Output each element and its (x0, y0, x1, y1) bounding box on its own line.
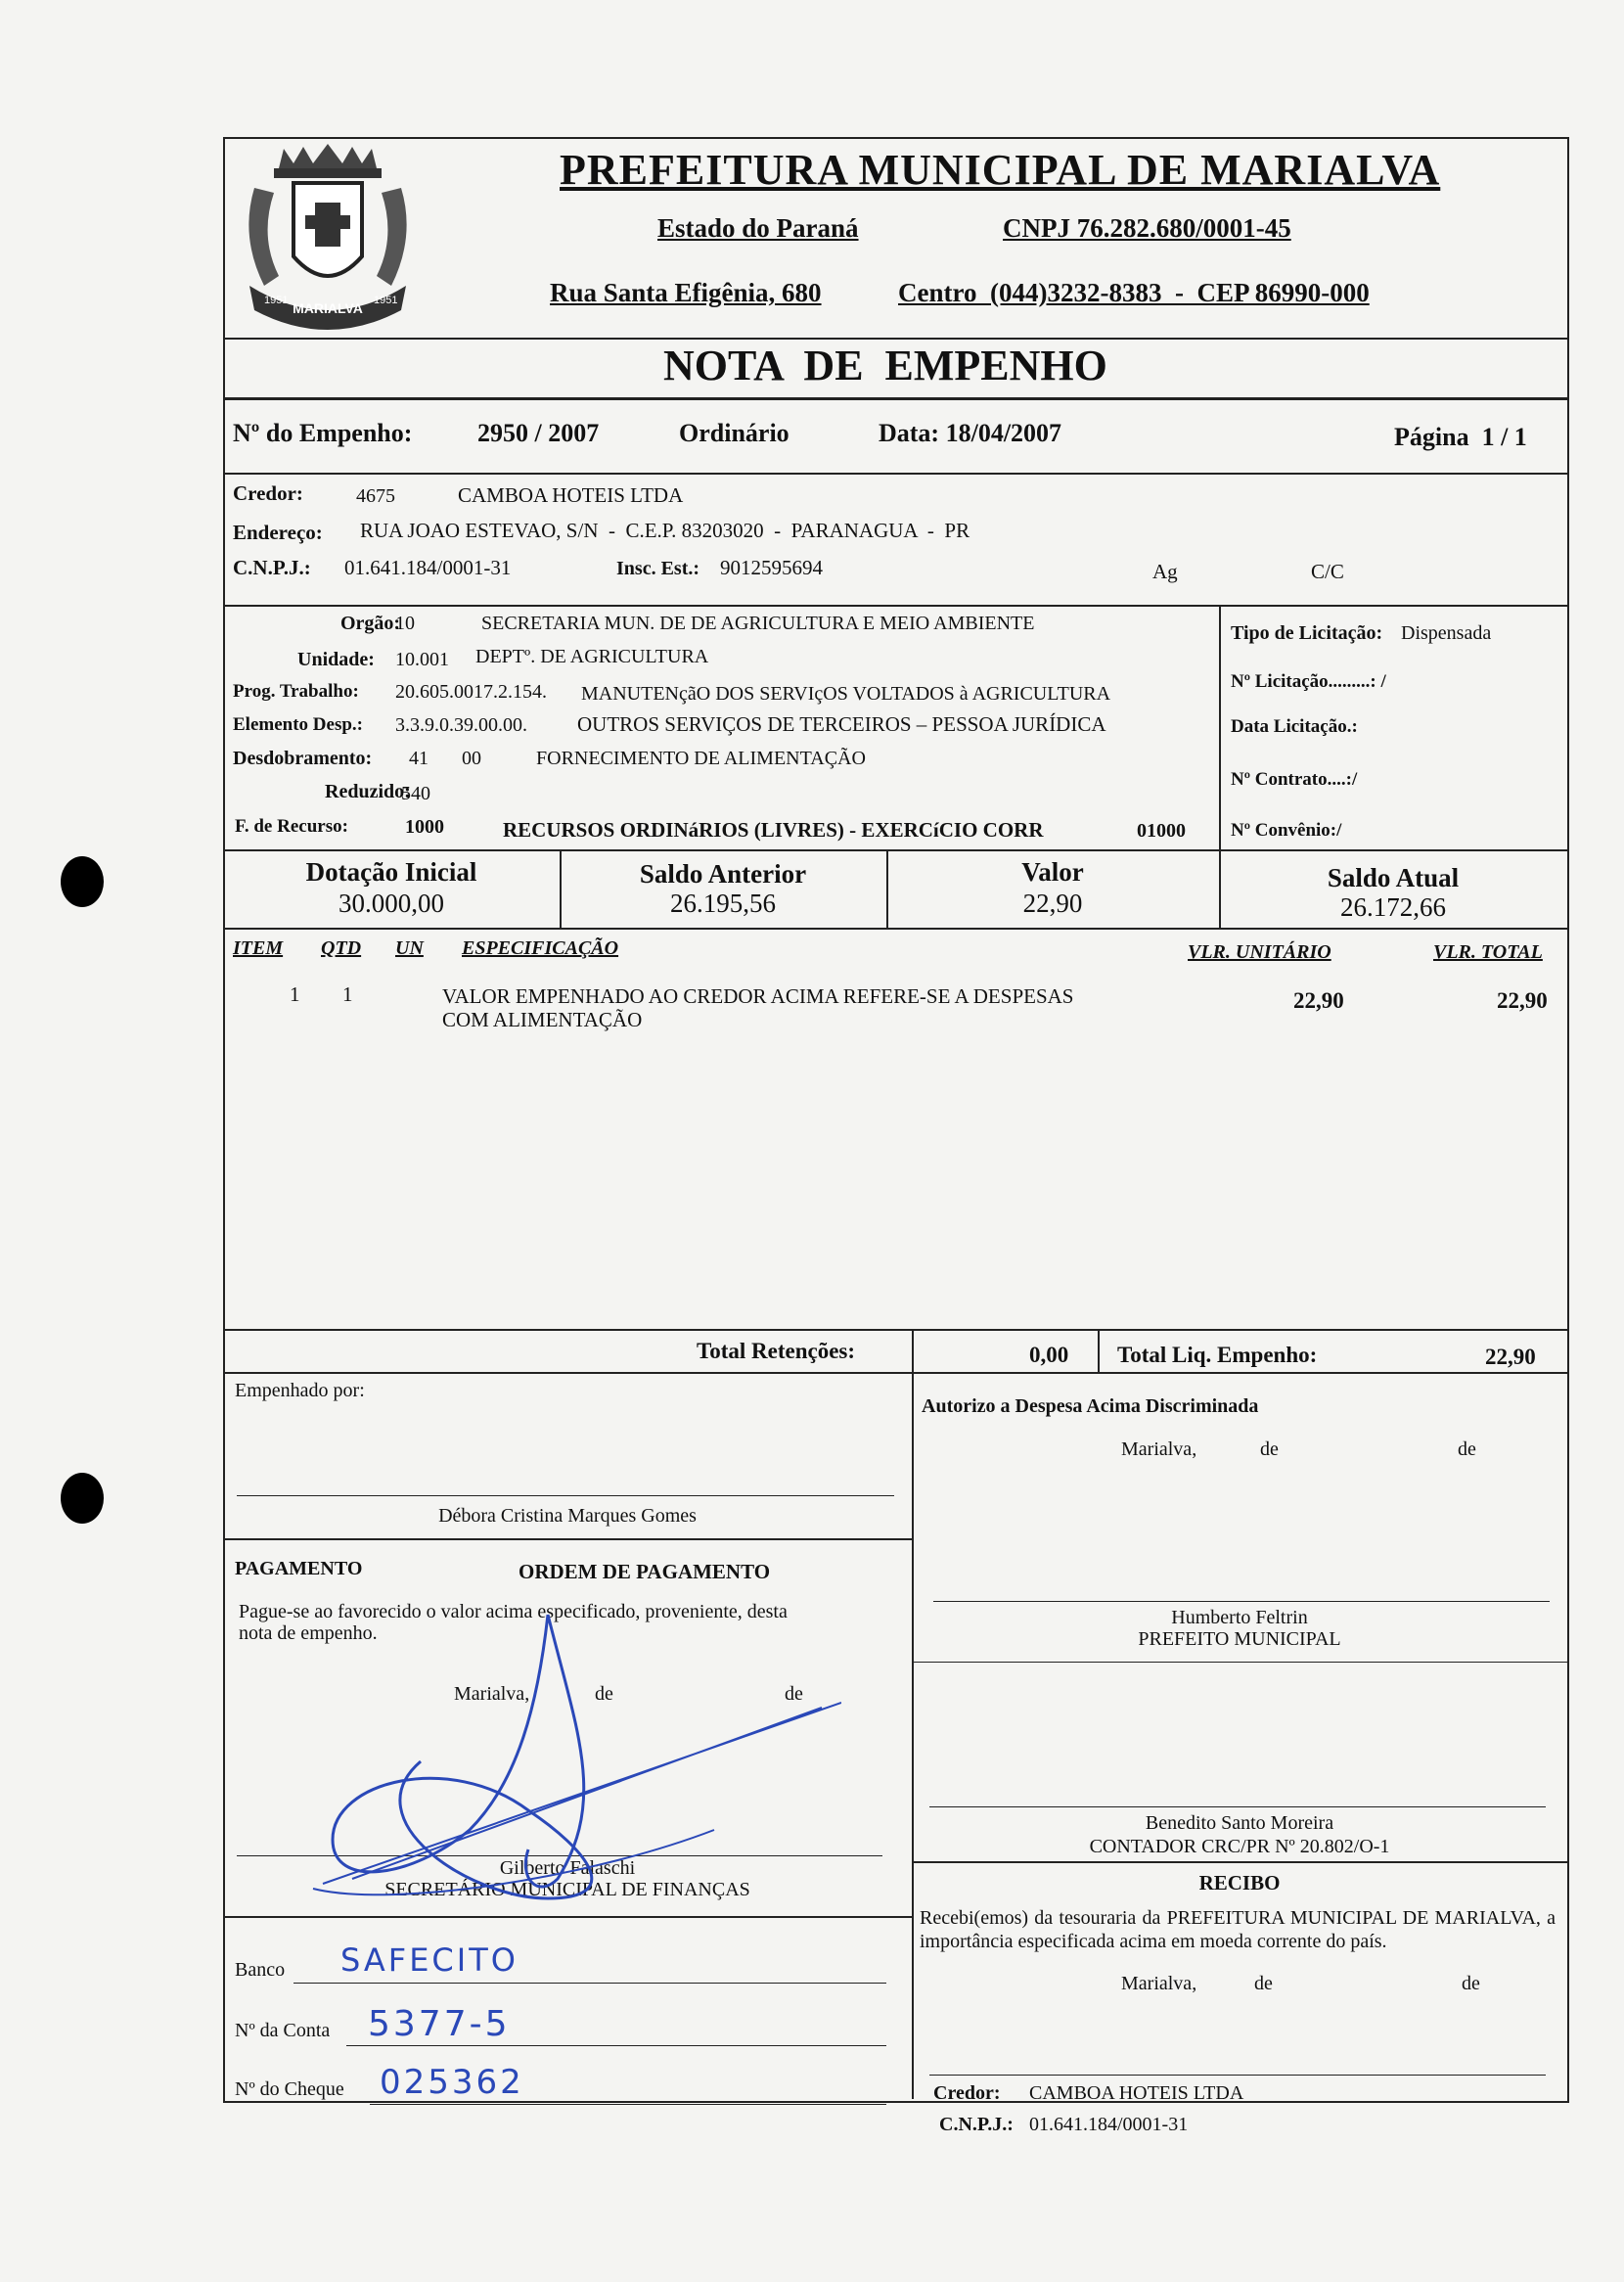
page-number: Página 1 / 1 (1394, 423, 1527, 451)
conta-value[interactable]: 5377-5 (368, 2004, 511, 2044)
credor-ie: 9012595694 (720, 556, 823, 579)
saldo-anterior-value: 26.195,56 (670, 889, 776, 918)
cnpj-header: CNPJ 76.282.680/0001-45 (1003, 213, 1291, 243)
item-header: ITEM (233, 937, 284, 959)
recibo-text: Recebi(emos) da tesouraria da PREFEITURA MUNICIPAL DE MARIALVA, a importância especificada acima em moeda corrente do país. (920, 1907, 1556, 1952)
prog-code: 20.605.0017.2.154. (395, 681, 547, 703)
reduzido-label: Reduzido: (325, 781, 411, 802)
saldo-anterior-label: Saldo Anterior (639, 859, 807, 889)
elemento-code: 3.3.9.0.39.00.00. (395, 714, 527, 736)
valor-value: 22,90 (1022, 889, 1083, 918)
dotacao-label: Dotação Inicial (305, 857, 477, 887)
autorizo-de-1: de (1260, 1438, 1279, 1460)
unidade-label: Unidade: (297, 649, 375, 670)
doc-title: NOTA DE EMPENHO (663, 342, 1107, 389)
item-row-item: 1 (290, 982, 300, 1006)
page-title: PREFEITURA MUNICIPAL DE MARIALVA (560, 146, 1441, 194)
liquido-label: Total Liq. Empenho: (1117, 1343, 1318, 1367)
recibo-credor: CAMBOA HOTEIS LTDA (1029, 2082, 1244, 2104)
empenho-type: Ordinário (679, 419, 789, 447)
item-row-desc-2: COM ALIMENTAÇÃO (442, 1008, 643, 1031)
item-row-total: 22,90 (1497, 988, 1548, 1013)
ordem-pagamento-label: ORDEM DE PAGAMENTO (519, 1560, 771, 1583)
recurso-name: RECURSOS ORDINáRIOS (LIVRES) - EXERCíCIO CORR (503, 818, 1044, 842)
pagamento-city: Marialva, (454, 1683, 530, 1705)
vlr-unitario-header: VLR. UNITÁRIO (1188, 941, 1331, 963)
desdobramento-name: FORNECIMENTO DE ALIMENTAÇÃO (536, 748, 866, 769)
cheque-value[interactable]: 025362 (380, 2063, 524, 2102)
retencoes-label: Total Retenções: (697, 1339, 856, 1363)
banco-label: Banco (235, 1959, 286, 1981)
banco-value[interactable]: SAFECITO (340, 1941, 519, 1979)
contador-name: Benedito Santo Moreira (1145, 1812, 1334, 1834)
orgao-name: SECRETARIA MUN. DE DE AGRICULTURA E MEIO AMBIENTE (481, 613, 1035, 634)
desdobramento-sub: 00 (462, 748, 481, 769)
retencoes-value: 0,00 (1029, 1343, 1069, 1367)
reduzido-value: 540 (401, 783, 430, 804)
desdobramento-label: Desdobramento: (233, 748, 373, 769)
prog-label: Prog. Trabalho: (233, 681, 359, 702)
recibo-de-1: de (1254, 1973, 1273, 1994)
address-label: Endereço: (233, 521, 323, 544)
autorizo-city: Marialva, (1121, 1438, 1197, 1460)
dotacao-value: 30.000,00 (338, 889, 444, 918)
recibo-cnpj: 01.641.184/0001-31 (1029, 2114, 1189, 2135)
signature-scribble (293, 1585, 841, 1908)
recibo-city: Marialva, (1121, 1973, 1197, 1994)
unidade-code: 10.001 (395, 649, 449, 670)
licitacao-numero: Nº Licitação.........: / (1231, 671, 1386, 692)
licitacao-tipo-label: Tipo de Licitação: (1231, 622, 1383, 644)
saldo-atual-label: Saldo Atual (1327, 863, 1460, 892)
empenho-label: Nº do Empenho: (233, 419, 413, 447)
pagamento-text-1: Pague-se ao favorecido o valor acima especificado, proveniente, desta (239, 1601, 788, 1622)
saldo-atual-value: 26.172,66 (1340, 892, 1446, 922)
pagamento-de-2: de (785, 1683, 803, 1705)
elemento-name: OUTROS SERVIÇOS DE TERCEIROS – PESSOA JURÍDICA (577, 712, 1106, 736)
empenhado-name: Débora Cristina Marques Gomes (438, 1505, 697, 1527)
credor-name: CAMBOA HOTEIS LTDA (458, 483, 684, 507)
secretario-name: Gilberto Falaschi (499, 1857, 636, 1879)
secretario-role: SECRETÁRIO MUNICIPAL DE FINANÇAS (384, 1879, 750, 1900)
contador-role: CONTADOR CRC/PR Nº 20.802/O-1 (1089, 1836, 1390, 1857)
recibo-de-2: de (1462, 1973, 1480, 1994)
prefeito-role: PREFEITO MUNICIPAL (1138, 1628, 1341, 1650)
state-name: Estado do Paraná (657, 213, 859, 243)
conta-label: Nº da Conta (235, 2020, 331, 2041)
recibo-credor-label: Credor: (933, 2082, 1001, 2104)
orgao-label: Orgão: (340, 613, 401, 634)
licitacao-data: Data Licitação.: (1231, 716, 1358, 737)
seal-text: MARIALVA (293, 300, 363, 316)
orgao-code: 10 (395, 613, 415, 634)
valor-label: Valor (1021, 857, 1084, 887)
ag-label: Ag (1152, 560, 1178, 583)
empenho-date: Data: 18/04/2007 (879, 419, 1062, 447)
un-header: UN (395, 937, 424, 959)
desdobramento-code: 41 (409, 748, 429, 769)
cc-label: C/C (1311, 560, 1344, 583)
punch-hole-bottom (61, 1473, 104, 1524)
credor-cnpj: 01.641.184/0001-31 (344, 556, 512, 579)
item-row-desc-1: VALOR EMPENHADO AO CREDOR ACIMA REFERE-SE A DESPESAS (442, 984, 1074, 1008)
contact-header: Centro (044)3232-8383 - CEP 86990-000 (898, 278, 1370, 307)
pagamento-label: PAGAMENTO (235, 1558, 363, 1579)
recibo-cnpj-label: C.N.P.J.: (939, 2114, 1014, 2135)
item-row-qtd: 1 (342, 982, 353, 1006)
convenio-label: Nº Convênio:/ (1231, 820, 1342, 841)
qtd-header: QTD (321, 937, 362, 959)
pagamento-de-1: de (595, 1683, 613, 1705)
coat-of-arms-emblem (235, 139, 421, 335)
cnpj-label: C.N.P.J.: (233, 556, 311, 579)
empenhado-label: Empenhado por: (235, 1380, 365, 1401)
elemento-label: Elemento Desp.: (233, 714, 363, 735)
autorizo-de-2: de (1458, 1438, 1476, 1460)
cheque-label: Nº do Cheque (235, 2078, 344, 2100)
especificacao-header: ESPECIFICAÇÃO (462, 937, 619, 959)
address-header: Rua Santa Efigênia, 680 (550, 278, 822, 307)
prog-name: MANUTENçãO DOS SERVIçOS VOLTADOS à AGRICULTURA (581, 683, 1111, 705)
pagamento-text-2: nota de empenho. (239, 1622, 378, 1644)
item-row-unit: 22,90 (1293, 988, 1344, 1013)
punch-hole-top (61, 856, 104, 907)
autorizo-title: Autorizo a Despesa Acima Discriminada (922, 1395, 1259, 1417)
ie-label: Insc. Est.: (616, 558, 700, 579)
recibo-title: RECIBO (1198, 1871, 1281, 1894)
contrato-label: Nº Contrato....:/ (1231, 769, 1358, 790)
licitacao-tipo: Dispensada (1401, 622, 1492, 644)
credor-address: RUA JOAO ESTEVAO, S/N - C.E.P. 83203020 - PARANAGUA - PR (360, 519, 970, 542)
credor-label: Credor: (233, 481, 303, 505)
vlr-total-header: VLR. TOTAL (1433, 941, 1543, 963)
seal-year-right: 1951 (374, 295, 398, 306)
recurso-code: 1000 (405, 816, 444, 838)
seal-year-left: 1951 (264, 295, 289, 306)
prefeito-name: Humberto Feltrin (1171, 1607, 1308, 1628)
unidade-name: DEPTº. DE AGRICULTURA (475, 646, 709, 667)
credor-code: 4675 (356, 485, 395, 507)
recurso-num: 01000 (1137, 820, 1186, 842)
empenho-number: 2950 / 2007 (477, 419, 600, 447)
liquido-value: 22,90 (1485, 1345, 1536, 1369)
recurso-label: F. de Recurso: (235, 816, 348, 837)
